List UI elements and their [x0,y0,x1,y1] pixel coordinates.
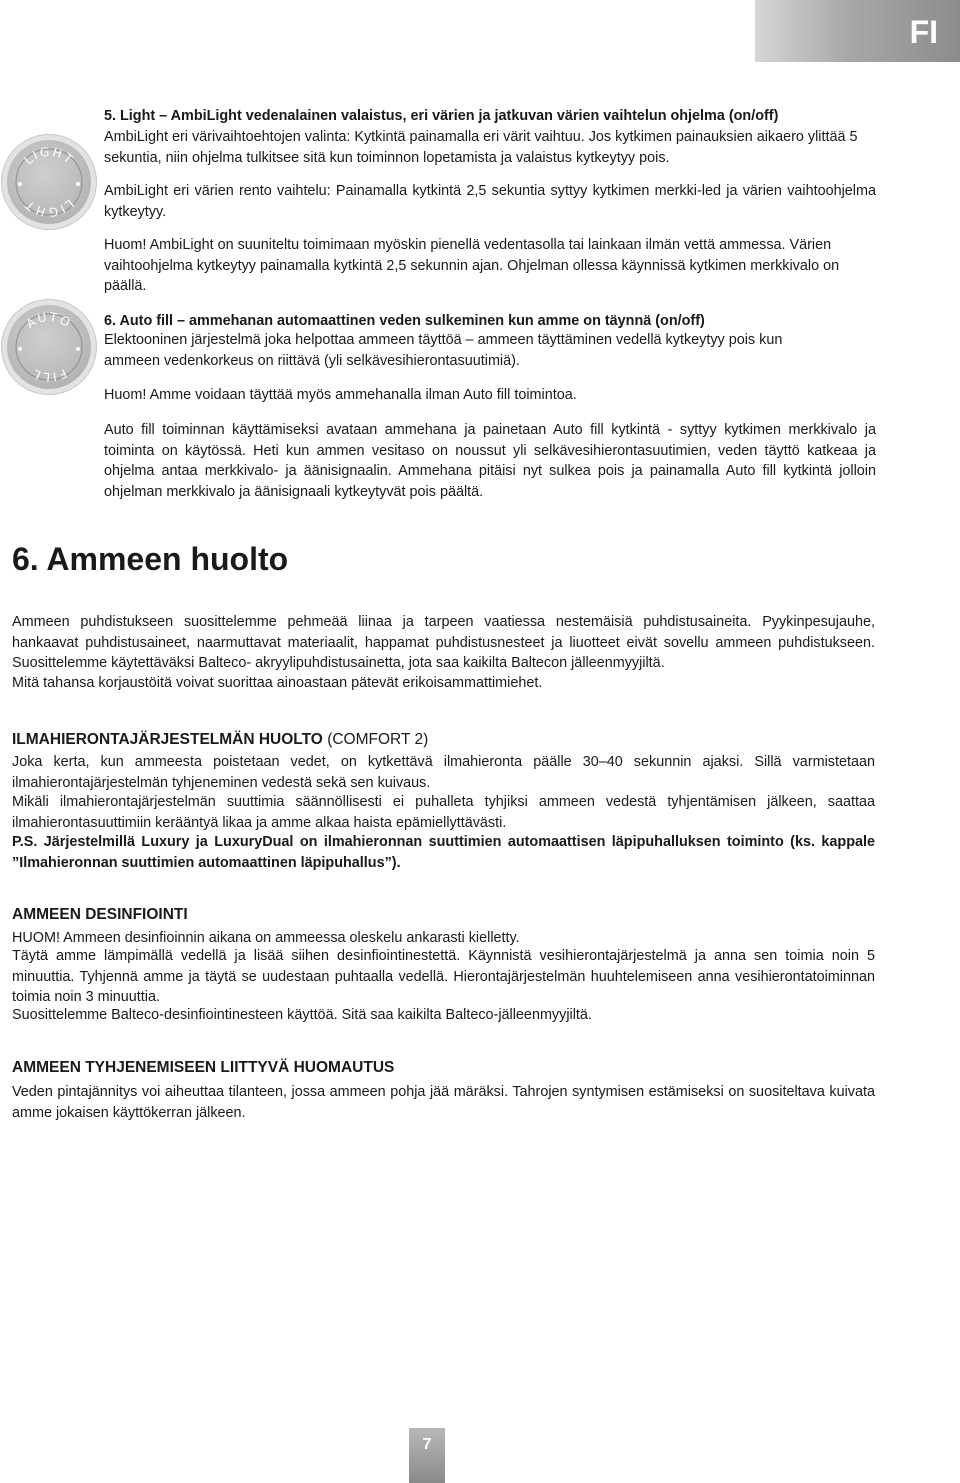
svg-text:AUTO [24,310,75,331]
auto-fill-paragraph-2: Huom! Amme voidaan täyttää myös ammehanalla ilman Auto fill toimintoa. [104,387,577,403]
light-button-icon [7,140,91,224]
light-knob-label-top: LIGHT [21,144,77,168]
emptying-heading-text: AMMEEN TYHJENEMISEEN LIITTYVÄ HUOMAUTUS [12,1059,395,1076]
air-massage-paragraph-2: Mikäli ilmahierontajärjestelmän suuttimia säännöllisesti ei puhalleta tyhjiksi ammeen vedestä tyhjentämisen jälkeen, saattaa ilmahierontasuuttimiin kerääntyä likaa ja amme alkaa haista epämiellyttävästi. [12,794,875,831]
air-massage-paragraph-1: Joka kerta, kun ammeesta poistetaan vedet, on kytkettävä ilmahieronta päälle 30–40 sekunnin ajaksi. Sillä varmistetaan ilmahierontajärjestelmän tyhjeneminen vedestä sekä sen kuivaus. [12,754,875,791]
auto-fill-knob-label-bottom: FILL [29,365,69,385]
light-section-heading: 5. Light – AmbiLight vedenalainen valaistus, eri värien ja jatkuvan värien vaihtelun ohjelma (on/off) [104,108,779,124]
disinfection-heading [12,905,188,925]
language-code: FI [909,14,938,50]
maintenance-paragraph-2: Mitä tahansa korjaustöitä voivat suorittaa ainoastaan pätevät erikoisammattimiehet. [12,675,543,691]
auto-fill-button-icon [7,305,91,389]
light-knob-graphic [7,140,91,224]
auto-fill-knob-graphic [7,305,91,389]
page-number: 7 [409,1428,445,1483]
air-massage-heading [12,730,428,750]
emptying-paragraph: Veden pintajännitys voi aiheuttaa tilanteen, jossa ammeen pohja jää märäksi. Tahrojen syntymisen estämiseksi on suositeltava kuivata amme jokaisen käyttökerran jälkeen. [12,1084,875,1121]
disinfection-paragraph-3: Suosittelemme Balteco-desinfiointinesteen käyttöä. Sitä saa kaikilta Balteco-jälleenmyyjiltä. [12,1007,592,1023]
air-massage-heading-text: ILMAHIERONTAJÄRJESTELMÄN HUOLTO [12,731,323,748]
maintenance-title: 6. Ammeen huolto [12,541,289,577]
maintenance-paragraph-1: Ammeen puhdistukseen suosittelemme pehmeää liinaa ja tarpeen vaatiessa nestemäisiä puhdistusaineita. Pyykinpesujauhe, hankaavat puhdistusaineet, naarmuttavat materiaalit, happamat puhdistusnesteet ja liuotteet eivät sovellu ammeen puhdistukseen. Suosittelemme käytettäväksi Balteco- akryylipuhdistusainetta, jota saa kaikilta Baltecon jälleenmyyjiltä. [12,614,875,671]
svg-text:FILL [29,366,69,384]
disinfection-paragraph-1: HUOM! Ammeen desinfioinnin aikana on ammeessa oleskelu ankarasti kielletty. [12,930,520,946]
light-knob-label-bottom: LIGHT [21,196,77,220]
auto-fill-knob-label-top: AUTO [23,309,75,332]
emptying-heading [12,1058,394,1078]
svg-text:LIGHT [21,145,76,168]
disinfection-heading-text: AMMEEN DESINFIOINTI [12,906,188,923]
air-massage-heading-suffix: (COMFORT 2) [327,731,429,748]
svg-text:LIGHT [21,196,76,219]
air-massage-ps-note: P.S. Järjestelmillä Luxury ja LuxuryDual on ilmahieronnan suuttimien automaattisen läpipuhalluksen toiminto (ks. kappale ”Ilmahieronnan suuttimien automaattinen läpipuhallus”). [12,834,875,871]
light-section-paragraph-1: AmbiLight eri värivaihtoehtojen valinta: Kytkintä painamalla eri värit vaihtuu. Jos kytkimen painauksien aikaero ylittää 5 sekuntia, niin ohjelma tulkitsee sitä kun toiminnon lopetamista ja valaistus kytkeytyy pois. [104,129,858,166]
auto-fill-section-heading: 6. Auto fill – ammehanan automaattinen veden sulkeminen kun amme on täynnä (on/off) [104,313,705,329]
auto-fill-paragraph-1: Elektooninen järjestelmä joka helpottaa ammeen täyttöä – ammeen täyttäminen vedellä kytkeytyy pois kun ammeen vedenkorkeus on riittävä (yli selkävesihierontasuutimiä). [104,332,783,369]
light-section-paragraph-2: AmbiLight eri värien rento vaihtelu: Painamalla kytkintä 2,5 sekuntia syttyy kytkimen merkki-led ja värien vaihtoohjelma kytkeytyy. [104,183,876,220]
light-section-paragraph-3: Huom! AmbiLight on suuniteltu toimimaan myöskin pienellä vedentasolla tai lainkaan ilmän vettä ammessa. Värien vaihtoohjelma kytkeytyy painamalla kytkintä 2,5 sekunnin ajan. Ohjelman ollessa käynnissä kytkimen merkkivalo on päällä. [104,237,840,294]
language-tab [755,0,960,62]
auto-fill-paragraph-3: Auto fill toiminnan käyttämiseksi avataan ammehana ja painetaan Auto fill kytkintä - syttyy kytkimen merkkivalo ja toiminta on käytössä. Heti kun ammen vesitaso on noussut yli selkävesihierontasuutimien, veden täyttö katkeaa ja ohjelma antaa merkkivalo- ja äänisignaalin. Ammehana pitäisi nyt sulkea pois ja painamalla Auto fill kytkintä jolloin ohjelman merkkivalo ja äänisignaali kytkeytyvät pois päältä. [104,422,876,500]
disinfection-paragraph-2: Täytä amme lämpimällä vedellä ja lisää siihen desinfiointinestettä. Käynnistä vesihierontajärjestelmä ja anna sen toimia noin 5 minuuttia. Tyhjennä amme ja täytä se uudestaan puhtaalla vedellä. Hierontajärjestelmän huuhtelemiseen anna vesihierontatoiminnan toimia noin 3 minuuttia. [12,948,875,1005]
